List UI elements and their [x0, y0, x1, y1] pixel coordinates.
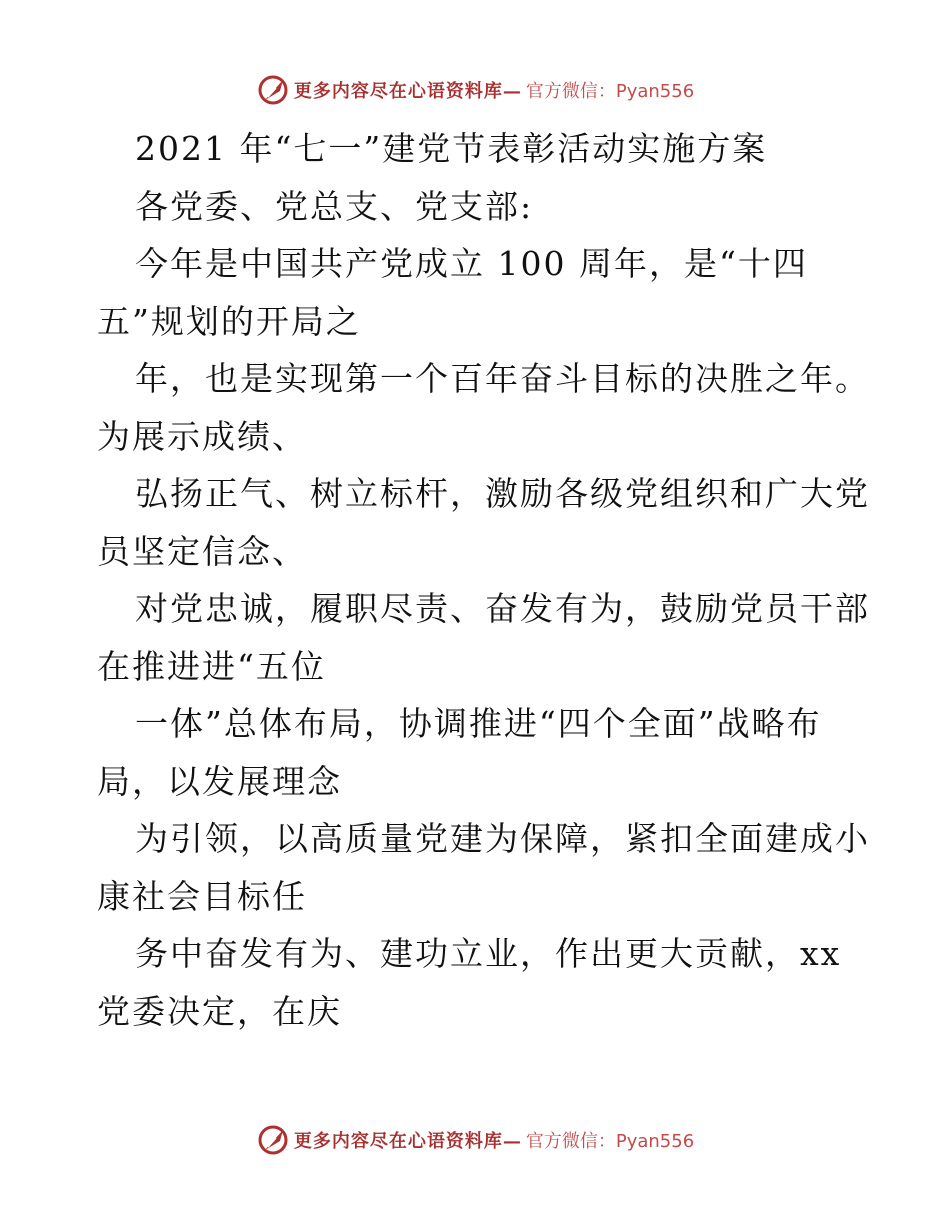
text-line: 为引领，以高质量党建为保障，紧扣全面建成小 [135, 819, 870, 858]
text-line: 党委决定，在庆 [97, 991, 342, 1031]
document-body [97, 120, 870, 1040]
text-line: 局，以发展理念 [97, 761, 342, 801]
quill-logo-icon [256, 1123, 290, 1157]
watermark-text: 更多内容尽在心语资料库— [293, 81, 522, 102]
text-line: 年，也是实现第一个百年奋斗目标的决胜之年。 [135, 359, 870, 398]
text-line: 各党委、党总支、党支部: [135, 186, 534, 226]
watermark-text: 更多内容尽在心语资料库— [293, 1131, 522, 1152]
footer-watermark [0, 1120, 950, 1160]
text-line: 在推进进“五位 [97, 646, 326, 686]
text-line: 务中奋发有为、建功立业，作出更大贡献，xx [135, 934, 842, 973]
text-line: 2021 年“七一”建党节表彰活动实施方案 [135, 129, 768, 168]
text-line: 对党忠诚，履职尽责、奋发有为，鼓励党员干部 [135, 589, 870, 628]
text-line: 今年是中国共产党成立 100 周年，是“十四 [135, 244, 808, 283]
watermark-wechat: 官方微信：Pyan556 [525, 1131, 695, 1152]
quill-logo-icon [256, 73, 290, 107]
text-line: 为展示成绩、 [97, 416, 307, 456]
text-line: 五”规划的开局之 [97, 301, 361, 341]
header-watermark [0, 70, 950, 110]
text-line: 康社会目标任 [97, 876, 307, 916]
watermark-wechat: 官方微信：Pyan556 [525, 81, 695, 102]
text-line: 一体”总体布局，协调推进“四个全面”战略布 [135, 704, 822, 743]
text-line: 弘扬正气、树立标杆，激励各级党组织和广大党 [135, 474, 870, 513]
text-line: 员坚定信念、 [97, 531, 307, 571]
